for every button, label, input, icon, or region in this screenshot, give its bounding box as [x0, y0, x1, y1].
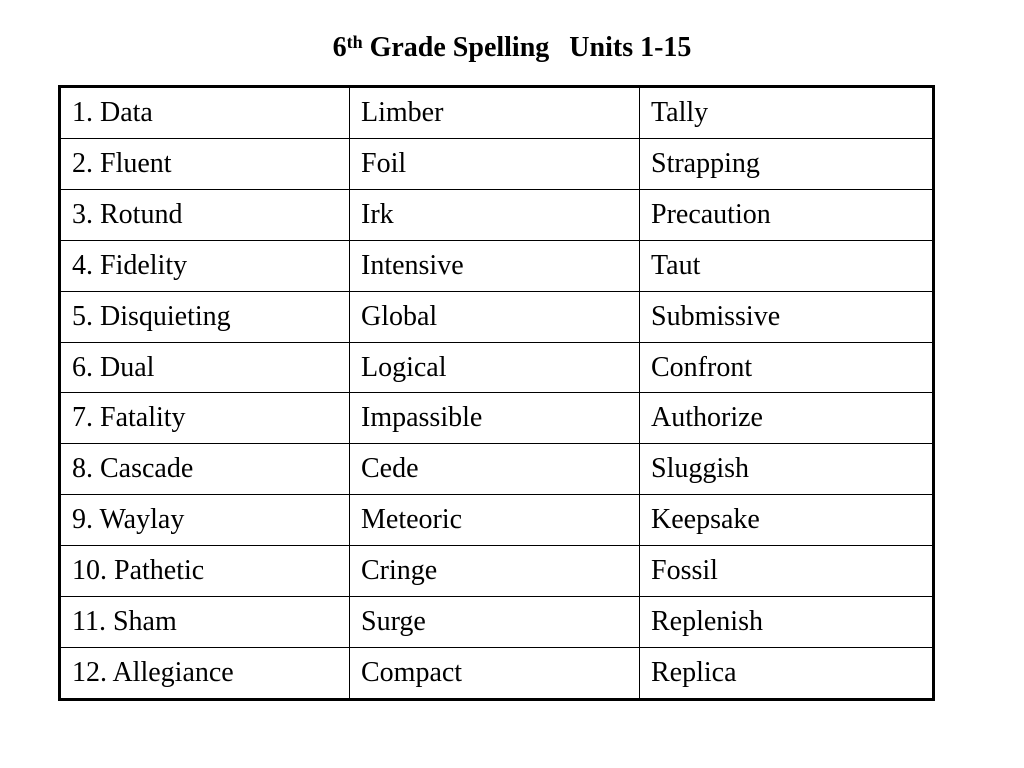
table-cell: Fossil	[640, 546, 934, 597]
table-row	[60, 546, 934, 597]
table-row	[60, 597, 934, 648]
table-cell: Cringe	[350, 546, 640, 597]
table-cell: 3. Rotund	[60, 189, 350, 240]
table-cell: Submissive	[640, 291, 934, 342]
table-cell: Irk	[350, 189, 640, 240]
table-cell: 9. Waylay	[60, 495, 350, 546]
title-grade-suffix: th	[346, 32, 363, 52]
table-cell: Logical	[350, 342, 640, 393]
table-row	[60, 393, 934, 444]
table-row	[60, 240, 934, 291]
table-cell: Limber	[350, 87, 640, 139]
title-subject: Grade Spelling	[369, 32, 550, 63]
table-cell: Compact	[350, 647, 640, 699]
table-cell: 11. Sham	[60, 597, 350, 648]
table-cell: Foil	[350, 138, 640, 189]
table-cell: Intensive	[350, 240, 640, 291]
table-cell: Tally	[640, 87, 934, 139]
table-row	[60, 647, 934, 699]
table-cell: Precaution	[640, 189, 934, 240]
spelling-word-table	[58, 85, 935, 701]
table-cell: 1. Data	[60, 87, 350, 139]
table-cell: Surge	[350, 597, 640, 648]
table-cell: 5. Disquieting	[60, 291, 350, 342]
table-cell: Strapping	[640, 138, 934, 189]
table-cell: Global	[350, 291, 640, 342]
table-cell: Meteoric	[350, 495, 640, 546]
table-cell: 12. Allegiance	[60, 647, 350, 699]
table-row	[60, 87, 934, 139]
table-cell: Replenish	[640, 597, 934, 648]
table-row	[60, 189, 934, 240]
table-row	[60, 342, 934, 393]
table-cell: Impassible	[350, 393, 640, 444]
table-cell: Authorize	[640, 393, 934, 444]
table-row	[60, 291, 934, 342]
table-cell: 4. Fidelity	[60, 240, 350, 291]
table-cell: Sluggish	[640, 444, 934, 495]
table-row	[60, 444, 934, 495]
table-cell: 2. Fluent	[60, 138, 350, 189]
table-cell: 8. Cascade	[60, 444, 350, 495]
table-row	[60, 138, 934, 189]
table-cell: Keepsake	[640, 495, 934, 546]
table-cell: 6. Dual	[60, 342, 350, 393]
table-cell: Replica	[640, 647, 934, 699]
page-title	[0, 28, 1024, 68]
table-cell: 7. Fatality	[60, 393, 350, 444]
table-cell: Taut	[640, 240, 934, 291]
table-row	[60, 495, 934, 546]
table-cell: 10. Pathetic	[60, 546, 350, 597]
title-units: Units 1-15	[569, 32, 692, 63]
title-grade-number: 6	[332, 32, 347, 63]
table-cell: Cede	[350, 444, 640, 495]
table-cell: Confront	[640, 342, 934, 393]
